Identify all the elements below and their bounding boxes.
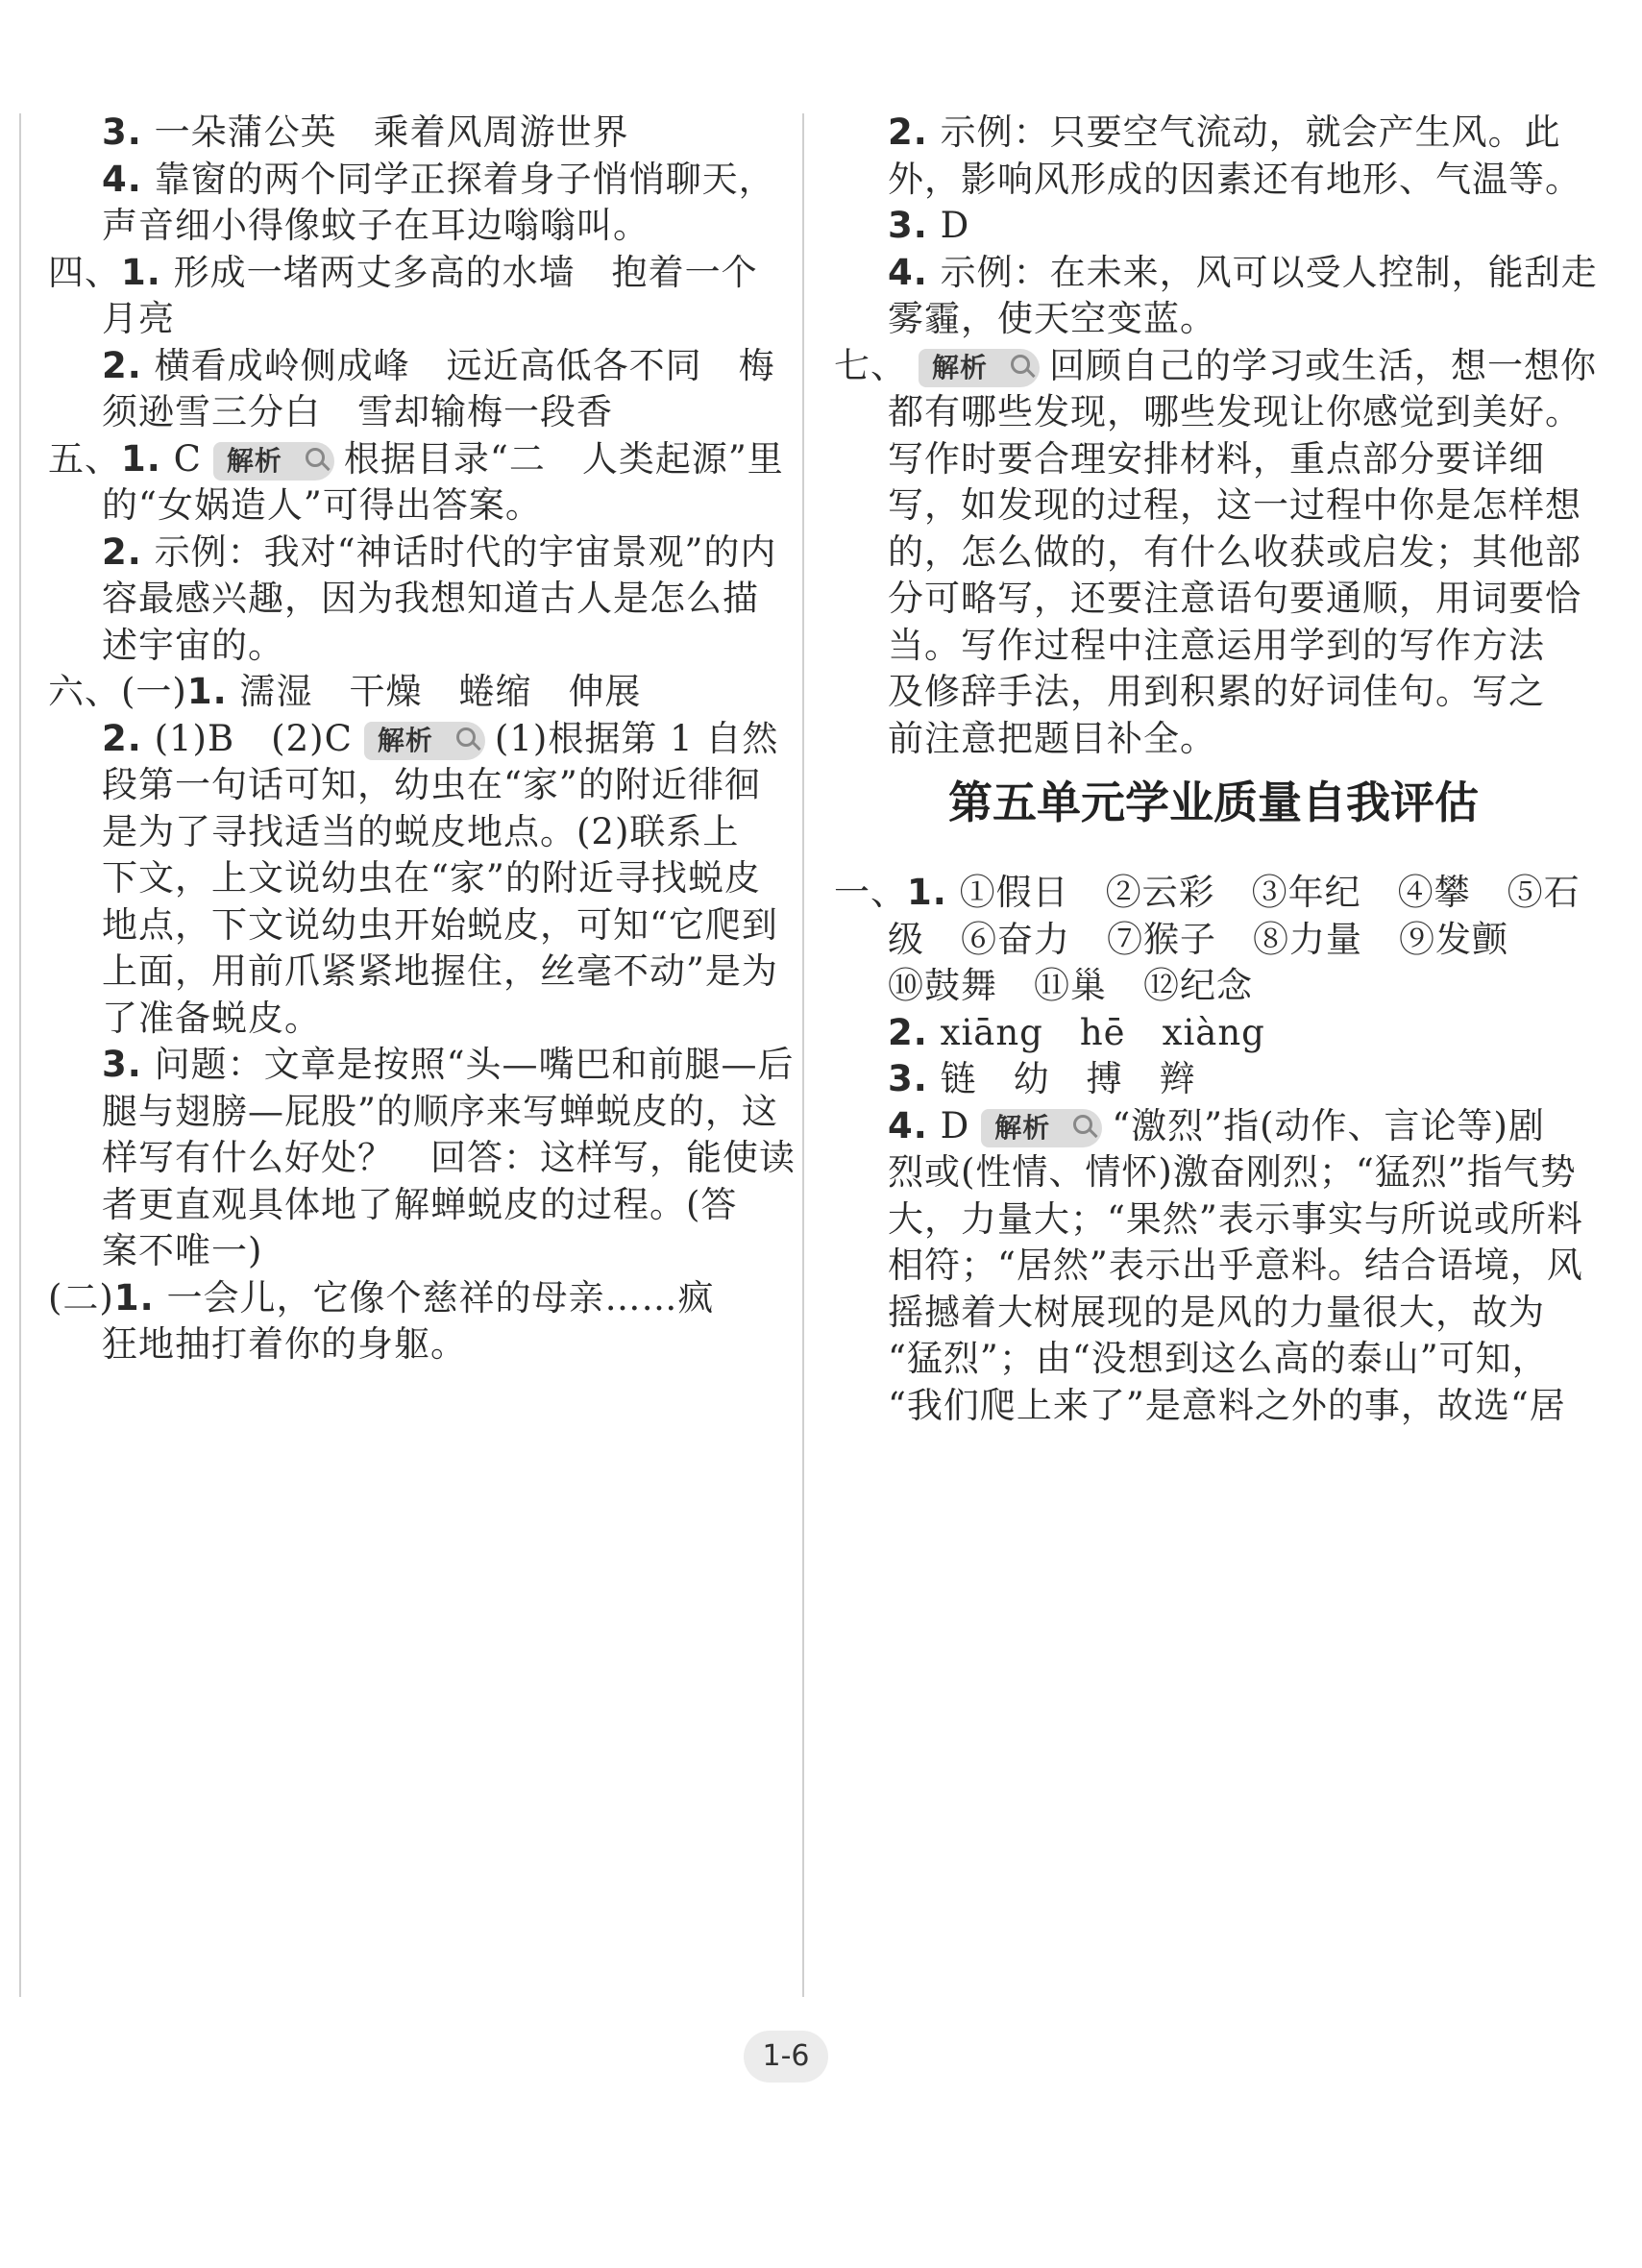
answer-text: 腿与翅膀—屁股”的顺序来写蝉蜕皮的，这	[102, 1090, 778, 1132]
answer-text: 的，怎么做的，有什么收获或启发；其他部	[888, 530, 1581, 573]
answer-text: “我们爬上来了”是意料之外的事，故选“居	[888, 1384, 1566, 1426]
answer-text: 段第一句话可知，幼虫在“家”的附近徘徊	[102, 764, 761, 805]
answer-text: 级 ⑥奋力 ⑦猴子 ⑧力量 ⑨发颤	[888, 918, 1508, 960]
answer-text: 声音细小得像蚊子在耳边嗡嗡叫。	[102, 205, 649, 246]
answer-text: 一会儿，它像个慈祥的母亲……疯	[154, 1276, 715, 1319]
question-section-label: 四、	[48, 251, 121, 293]
analysis-text: 根据目录“二 人类起源”里	[343, 437, 784, 480]
answer-text: 上面，用前爪紧紧地握住，丝毫不动”是为	[102, 950, 778, 992]
answer-text: 示例：只要空气流动，就会产生风。此	[927, 111, 1561, 153]
item-number: 1.	[907, 872, 947, 913]
answer-text: 下文，上文说幼虫在“家”的附近寻找蜕皮	[102, 857, 761, 899]
item-number: 2.	[102, 344, 142, 386]
answer-text: 案不唯一)	[102, 1230, 263, 1271]
answer-text: 外，影响风形成的因素还有地形、气温等。	[888, 158, 1581, 200]
item-number: 4.	[888, 1104, 928, 1146]
magnifier-icon	[456, 727, 476, 747]
question-section-label: 七、	[834, 344, 907, 386]
item-number: 2.	[102, 530, 142, 573]
answer-text: 示例：我对“神话时代的宇宙景观”的内	[141, 530, 777, 573]
item-number: 3.	[888, 1058, 928, 1099]
answer-line	[834, 710, 1593, 768]
item-number: 1.	[113, 1276, 155, 1319]
answer-text: 大，力量大；“果然”表示事实与所说或所料	[888, 1197, 1583, 1240]
analysis-text: (1)根据第 1 自然	[494, 717, 779, 759]
analysis-badge	[981, 1109, 1102, 1147]
answer-text: 靠窗的两个同学正探着身子悄悄聊天，	[141, 158, 775, 200]
answer-text: D	[927, 205, 970, 246]
analysis-text: 回顾自己的学习或生活，想一想你	[1049, 344, 1598, 386]
item-number: 3.	[102, 1044, 142, 1085]
section-heading: 第五单元学业质量自我评估	[948, 777, 1479, 828]
analysis-badge	[919, 349, 1040, 387]
answer-text: 前注意把题目补全。	[888, 717, 1216, 759]
answer-text: 链 幼 搏 辫	[927, 1058, 1196, 1099]
answer-line	[834, 1377, 1593, 1435]
question-section-label: (二)	[48, 1276, 114, 1319]
answer-line	[48, 1316, 788, 1373]
answer-text: 横看成岭侧成峰 远近高低各不同 梅	[141, 344, 775, 386]
answer-text: 雾霾，使天空变蓝。	[888, 298, 1216, 339]
answer-text: C	[160, 437, 202, 480]
magnifier-icon	[1011, 355, 1030, 374]
magnifier-icon	[1073, 1115, 1092, 1134]
answer-text: 写，如发现的过程，这一过程中你是怎样想	[888, 484, 1581, 526]
answer-text: 都有哪些发现，哪些发现让你感觉到美好。	[888, 391, 1581, 432]
answer-text: 问题：文章是按照“头—嘴巴和前腿—后	[141, 1044, 795, 1085]
answer-text: 濡湿 干燥 蜷缩 伸展	[227, 671, 642, 712]
answer-text: 的“女娲造人”可得出答案。	[102, 484, 542, 526]
answer-text: 示例：在未来，风可以受人控制，能刮走	[927, 251, 1598, 293]
analysis-badge-label: 解析	[932, 352, 989, 383]
analysis-text: “激烈”指(动作、言论等)剧	[1112, 1104, 1545, 1146]
answer-text: 形成一堵两丈多高的水墙 抱着一个	[160, 251, 758, 293]
answer-text: 狂地抽打着你的身躯。	[102, 1323, 467, 1365]
answer-text: 容最感兴趣，因为我想知道古人是怎么描	[102, 578, 759, 619]
analysis-badge-label: 解析	[994, 1112, 1051, 1144]
analysis-badge-label: 解析	[377, 725, 433, 756]
item-number: 2.	[888, 1011, 928, 1053]
column-divider	[802, 113, 804, 1997]
answer-text: ⑩鼓舞 ⑪巢 ⑫纪念	[888, 965, 1253, 1006]
answer-text: 述宇宙的。	[102, 624, 284, 666]
answer-text: 摇撼着大树展现的是风的力量很大，故为	[888, 1291, 1545, 1333]
answer-text: 一朵蒲公英 乘着风周游世界	[141, 111, 629, 153]
answer-text: “猛烈”；由“没想到这么高的泰山”可知，	[888, 1338, 1549, 1379]
question-section-label: 一、	[834, 872, 907, 913]
answer-text: 烈或(性情、情怀)激奋刚烈；“猛烈”指气势	[888, 1151, 1577, 1193]
answer-text: 分可略写，还要注意语句要通顺，用词要恰	[888, 578, 1581, 619]
question-section-label: 五、	[48, 437, 121, 480]
answer-text: 相符；“居然”表示出乎意料。结合语境，风	[888, 1245, 1583, 1286]
item-number: 4.	[888, 251, 928, 293]
item-number: 3.	[102, 111, 142, 153]
item-number: 2.	[102, 717, 142, 759]
item-number: 1.	[121, 251, 161, 293]
answer-text: 须逊雪三分白 雪却输梅一段香	[102, 391, 613, 432]
page-number: 1-6	[744, 2031, 828, 2083]
analysis-badge	[364, 722, 485, 760]
answer-text: 样写有什么好处？ 回答：这样写，能使读	[102, 1137, 796, 1178]
left-margin-rule	[19, 113, 21, 1997]
answer-text: 月亮	[102, 298, 175, 339]
magnifier-icon	[306, 448, 325, 467]
analysis-badge-label: 解析	[226, 445, 282, 477]
item-number: 4.	[102, 158, 142, 200]
item-number: 2.	[888, 111, 928, 153]
answer-text: ①假日 ②云彩 ③年纪 ④攀 ⑤石	[946, 872, 1581, 913]
answer-text: 写作时要合理安排材料，重点部分要详细	[888, 437, 1545, 480]
answer-text: 当。写作过程中注意运用学到的写作方法	[888, 624, 1545, 666]
item-number: 1.	[121, 437, 161, 480]
answer-text: (1)B (2)C	[141, 717, 353, 759]
analysis-badge	[213, 442, 334, 481]
item-number: 3.	[888, 205, 928, 246]
answer-text: 及修辞手法，用到积累的好词佳句。写之	[888, 671, 1545, 712]
question-section-label: 六、(一)	[48, 671, 187, 712]
answer-text: 是为了寻找适当的蜕皮地点。(2)联系上	[102, 810, 740, 852]
answer-text: xiāng hē xiàng	[927, 1011, 1265, 1053]
answer-text: 了准备蜕皮。	[102, 997, 321, 1039]
item-number: 1.	[186, 671, 228, 712]
answer-text: D	[927, 1104, 970, 1146]
answer-text: 地点，下文说幼虫开始蜕皮，可知“它爬到	[102, 903, 778, 946]
answer-text: 者更直观具体地了解蝉蜕皮的过程。(答	[102, 1183, 738, 1225]
